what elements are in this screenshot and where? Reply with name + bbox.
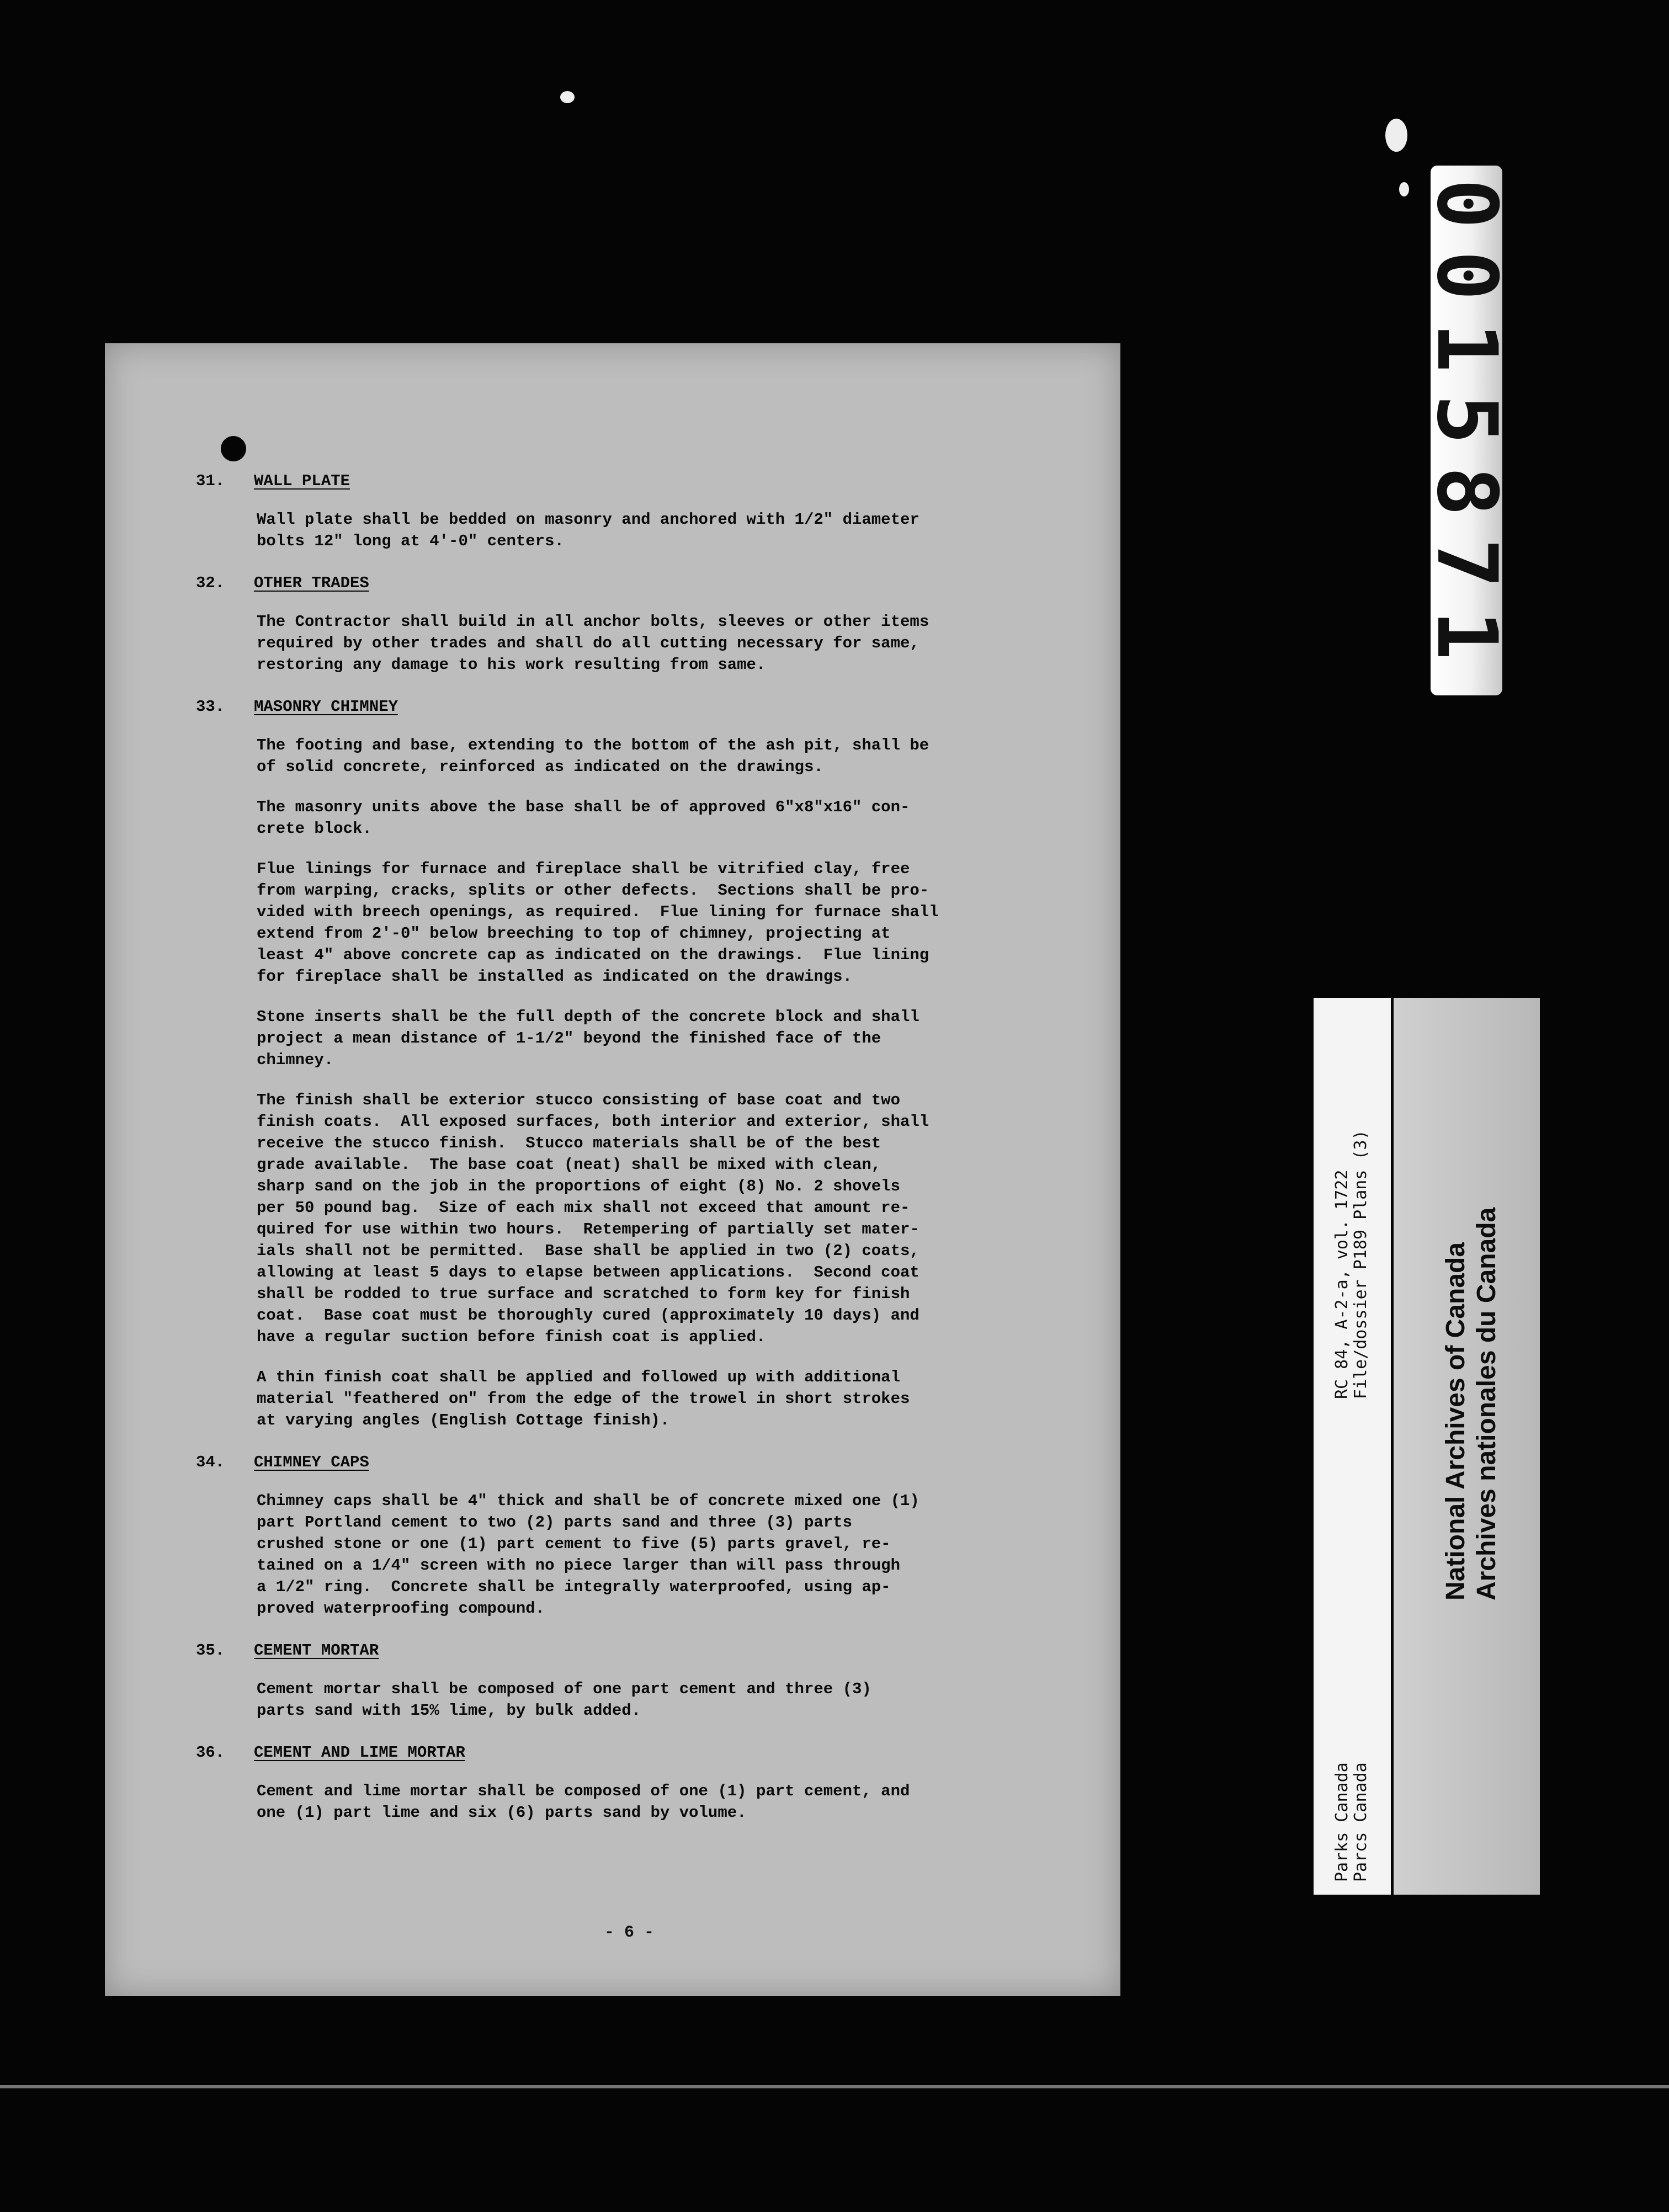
section-title: WALL PLATE xyxy=(254,472,350,490)
section-number: 32. xyxy=(196,574,225,592)
section-paragraph: The masonry units above the base shall be of approved 6"x8"x16" con- crete block. xyxy=(257,798,910,838)
section-paragraph: A thin finish coat shall be applied and followed up with additional material "feathered on" from the edge of the trowel in short strokes at varying angles (English Cottage finish). xyxy=(257,1368,910,1429)
section-paragraph: Cement mortar shall be composed of one part cement and three (3) parts sand with 15% lime, by bulk added. xyxy=(257,1680,871,1720)
section xyxy=(196,574,1035,676)
punch-hole xyxy=(221,436,246,461)
section-paragraph: The footing and base, extending to the bottom of the ash pit, shall be of solid concrete, reinforced as indicated on the drawings. xyxy=(257,736,929,776)
section-paragraph: Stone inserts shall be the full depth of the concrete block and shall project a mean distance of 1-1/2" beyond the finished face of the chimney. xyxy=(257,1008,919,1069)
section xyxy=(196,1641,1035,1721)
section xyxy=(196,698,1035,1431)
section-title: CEMENT MORTAR xyxy=(254,1641,379,1660)
film-edge xyxy=(0,2085,1669,2088)
dust-speck xyxy=(1399,182,1409,196)
section xyxy=(196,1743,1035,1823)
section-title: OTHER TRADES xyxy=(254,574,369,592)
section-heading xyxy=(196,574,1035,592)
frame-number-stamp xyxy=(1418,166,1514,695)
section-heading xyxy=(196,1641,1035,1660)
section-number: 36. xyxy=(196,1743,225,1762)
archives-line-2: Archives nationales du Canada xyxy=(1472,1207,1501,1600)
agency-line-1: Parks Canada xyxy=(1332,1762,1352,1882)
section-paragraph: Cement and lime mortar shall be composed of one (1) part cement, and one (1) part lime and six (6) parts sand by volume. xyxy=(257,1782,910,1822)
section-number: 34. xyxy=(196,1453,225,1471)
agency-text xyxy=(1333,1762,1370,1882)
frame-number: 0015871 xyxy=(1418,178,1514,683)
section-heading xyxy=(196,1453,1035,1471)
page-number: - 6 - xyxy=(604,1923,655,1942)
section-title: MASONRY CHIMNEY xyxy=(254,698,398,716)
reference-line-2: File/dossier P189 Plans (3) xyxy=(1351,1130,1370,1399)
section-paragraph: Flue linings for furnace and fireplace shall be vitrified clay, free from warping, cracks, splits or other defects. Sections shall be pro- vided with breech openings, as required. Flue lining for furnace shall extend from 2'-0" below breeching to top of chimney, projecting at least 4" above concrete cap as indicated on the drawings. Flue lining for fireplace shall be installed as indicated on the drawings. xyxy=(257,860,939,986)
section-paragraph: Chimney caps shall be 4" thick and shall be of concrete mixed one (1) part Portland cement to two (2) parts sand and three (3) parts crushed stone or one (1) part cement to five (5) parts gravel, re- tained on a 1/4" screen with no piece larger than will pass through a 1/2" ring. Concrete shall be integrally waterproofed, using ap- proved waterproofing compound. xyxy=(257,1492,919,1618)
section xyxy=(196,472,1035,552)
section-title: CEMENT AND LIME MORTAR xyxy=(254,1743,465,1762)
section-paragraph: The finish shall be exterior stucco consisting of base coat and two finish coats. All exposed surfaces, both interior and exterior, shall receive the stucco finish. Stucco materials shall be of the best grade available. The base coat (neat) shall be mixed with clean, sharp sand on the job in the proportions of eight (8) No. 2 shovels per 50 pound bag. Size of each mix shall not exceed that amount re- quired for use within two hours. Retempering of partially set mater- ials shall not be permitted. Base shall be applied in two (2) coats, allowing at least 5 days to elapse between applications. Second coat shall be rodded to true surface and scratched to form key for finish coat. Base coat must be thoroughly cured (approximately 10 days) and have a regular suction before finish coat is applied. xyxy=(257,1091,929,1346)
section-heading xyxy=(196,472,1035,490)
section-number: 31. xyxy=(196,472,225,490)
section-paragraph: The Contractor shall build in all anchor bolts, sleeves or other items required by other trades and shall do all cutting necessary for same, restoring any damage to his work resulting from same. xyxy=(257,613,929,674)
archives-title xyxy=(1441,1208,1502,1600)
agency-line-2: Parcs Canada xyxy=(1351,1762,1370,1882)
section-heading xyxy=(196,698,1035,716)
reference-line-1: RC 84, A-2-a, vol. 1722 xyxy=(1332,1169,1352,1399)
section-title: CHIMNEY CAPS xyxy=(254,1453,369,1471)
reference-text xyxy=(1333,1130,1370,1399)
section-number: 35. xyxy=(196,1641,225,1660)
dust-speck xyxy=(560,91,575,103)
section xyxy=(196,1453,1035,1619)
section-number: 33. xyxy=(196,698,225,716)
section-paragraph: Wall plate shall be bedded on masonry and anchored with 1/2" diameter bolts 12" long at 4'-0" centers. xyxy=(257,511,919,550)
section-list xyxy=(196,472,1035,1846)
dust-speck xyxy=(1385,119,1407,152)
section-heading xyxy=(196,1743,1035,1762)
archives-line-1: National Archives of Canada xyxy=(1441,1242,1470,1600)
